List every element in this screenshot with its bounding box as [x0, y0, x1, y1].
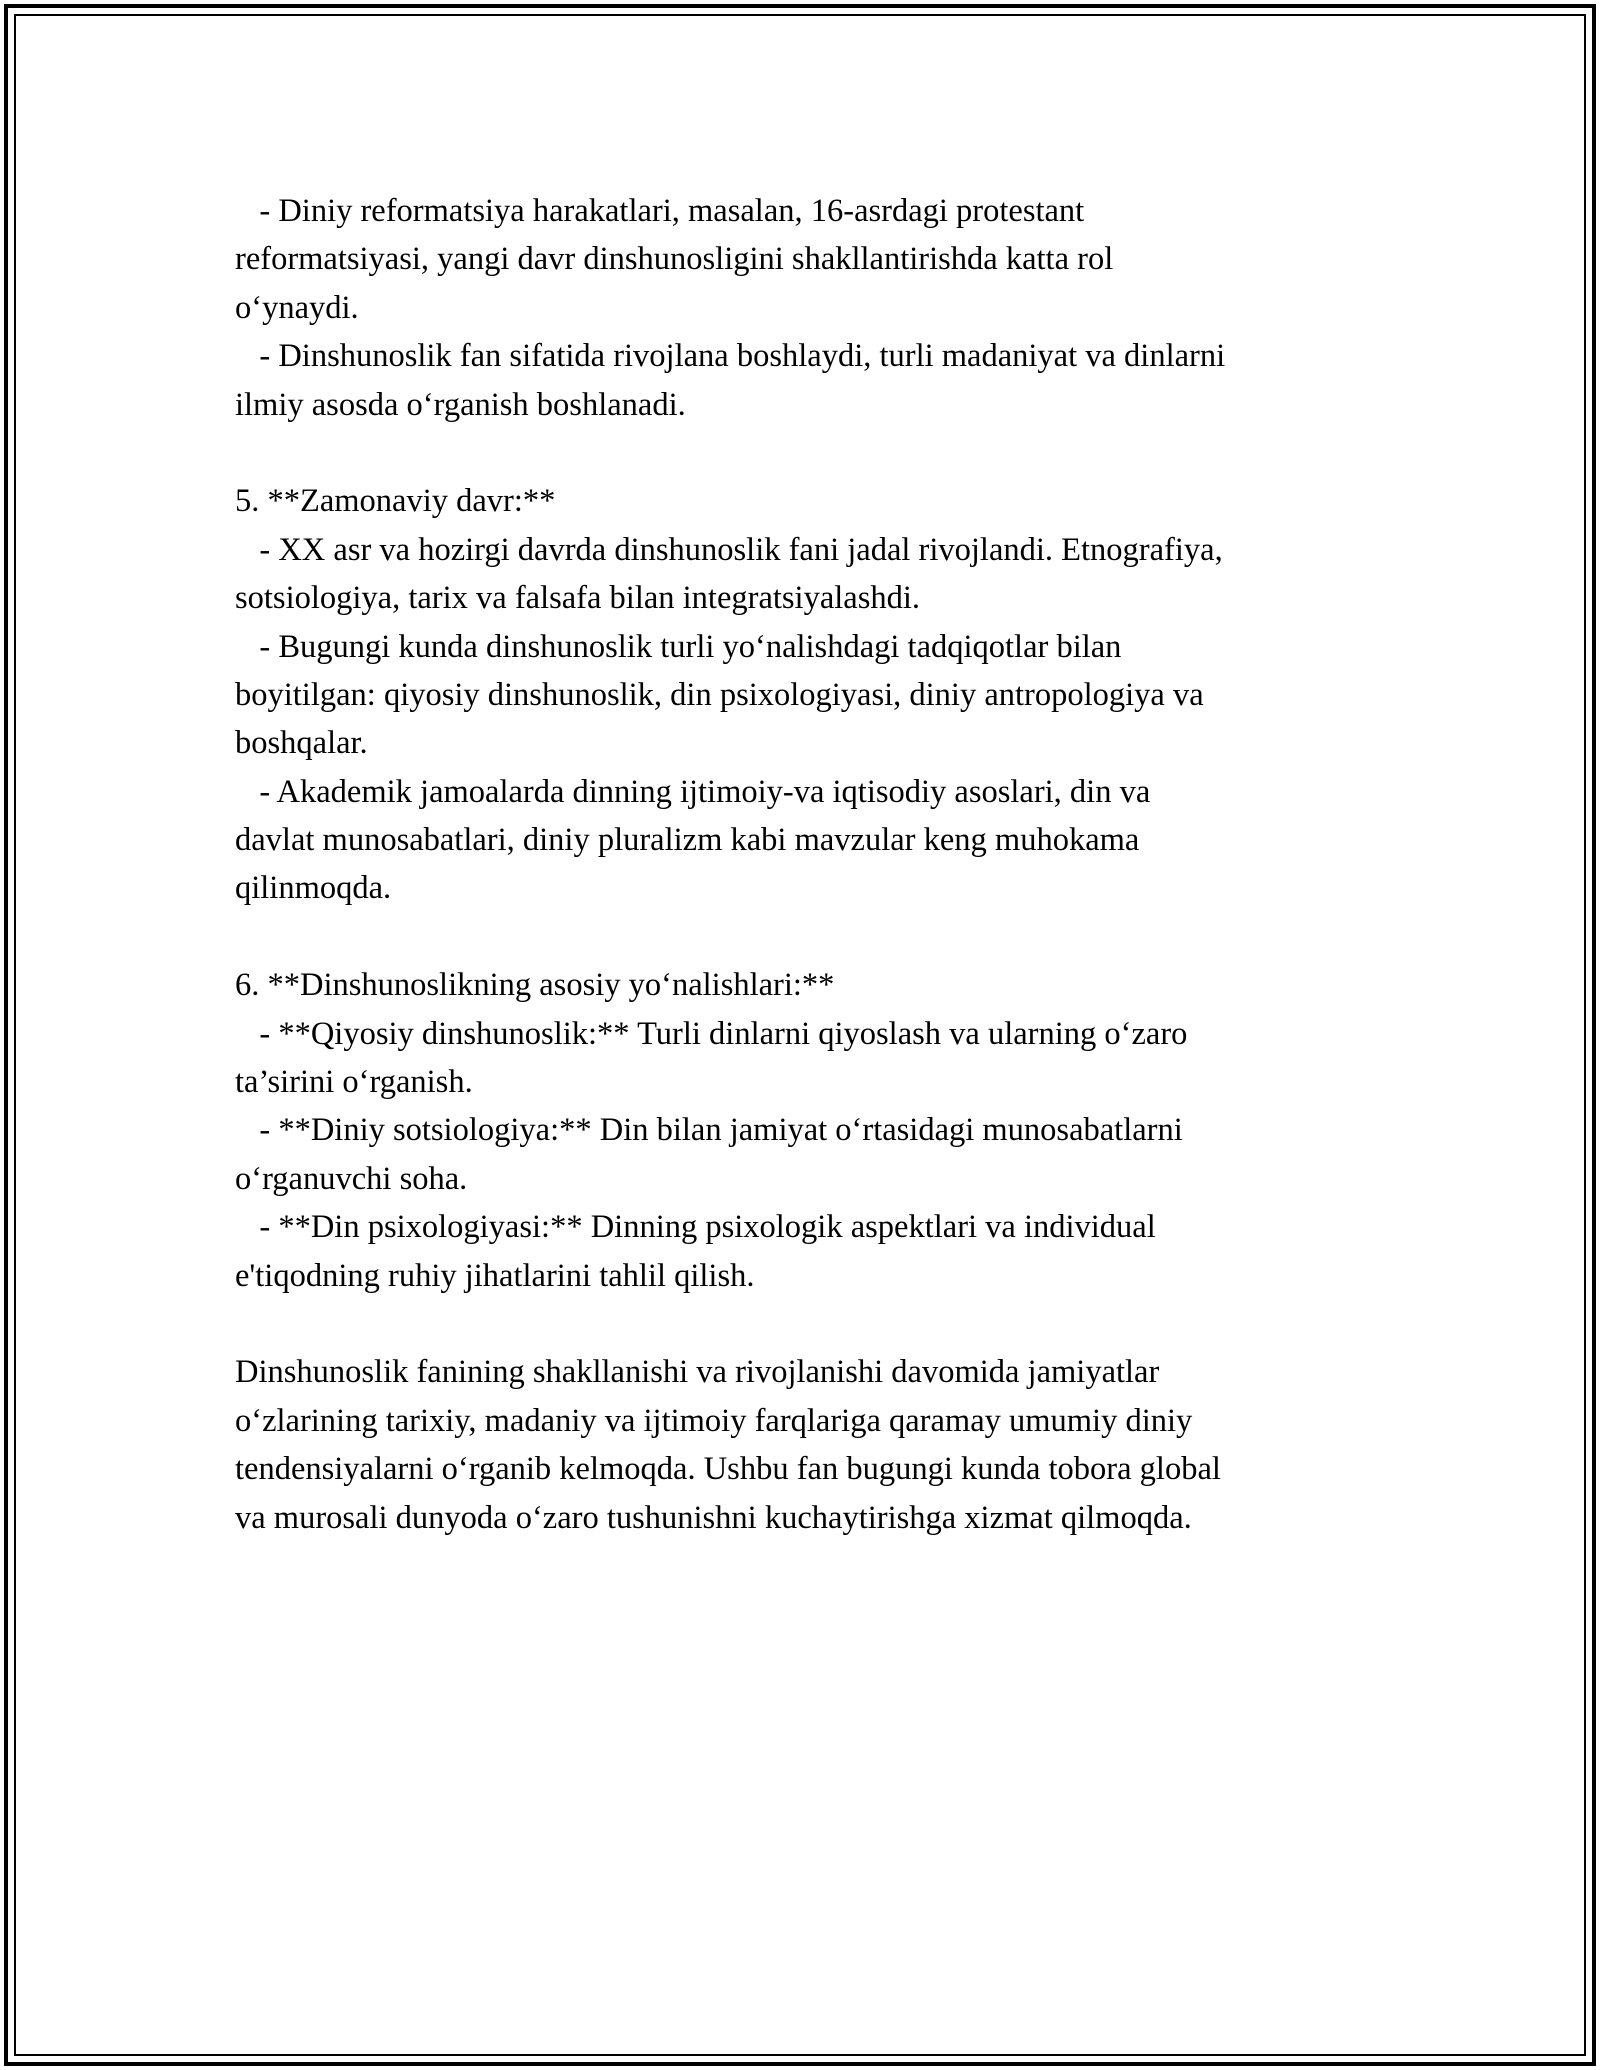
- document-body: [235, 187, 1365, 1542]
- text-line: boshqalar.: [235, 725, 368, 762]
- section-heading: 5. **Zamonaviy davr:**: [235, 483, 556, 520]
- text-line: boyitilgan: qiyosiy dinshunoslik, din psixologiyasi, diniy antropologiya va: [235, 676, 1204, 713]
- conclusion-line: o‘zlarining tarixiy, madaniy va ijtimoiy farqlariga qaramay umumiy diniy: [235, 1402, 1193, 1439]
- text-line: - XX asr va hozirgi davrda dinshunoslik fani jadal rivojlandi. Etnografiya,: [235, 531, 1223, 568]
- text-line: - **Diniy sotsiologiya:** Din bilan jamiyat o‘rtasidagi munosabatlarni: [235, 1112, 1183, 1149]
- blank-line: [235, 1300, 1365, 1348]
- text-line: o‘rganuvchi soha.: [235, 1160, 468, 1197]
- text-line: - **Din psixologiyasi:** Dinning psixologik aspektlari va individual: [235, 1209, 1156, 1246]
- conclusion-line: tendensiyalarni o‘rganib kelmoqda. Ushbu fan bugungi kunda tobora global: [235, 1451, 1221, 1488]
- section-heading: 6. **Dinshunoslikning asosiy yo‘nalishlari:**: [235, 967, 835, 1004]
- text-line: - Diniy reformatsiya harakatlari, masalan, 16-asrdagi protestant: [235, 193, 1085, 229]
- conclusion-line: Dinshunoslik fanining shakllanishi va rivojlanishi davomida jamiyatlar: [235, 1354, 1160, 1391]
- conclusion-line: va murosali dunyoda o‘zaro tushunishni kuchaytirishga xizmat qilmoqda.: [235, 1499, 1192, 1536]
- text-line: davlat munosabatlari, diniy pluralizm kabi mavzular keng muhokama: [235, 822, 1140, 859]
- text-line: - Bugungi kunda dinshunoslik turli yo‘nalishdagi tadqiqotlar bilan: [235, 628, 1122, 665]
- blank-line: [235, 913, 1365, 961]
- text-line: - Dinshunoslik fan sifatida rivojlana boshlaydi, turli madaniyat va dinlarni: [235, 338, 1226, 375]
- blank-line: [235, 429, 1365, 477]
- text-line: - Akademik jamoalarda dinning ijtimoiy-va iqtisodiy asoslari, din va: [235, 773, 1151, 810]
- text-line: sotsiologiya, tarix va falsafa bilan integratsiyalashdi.: [235, 580, 921, 617]
- text-line: - **Qiyosiy dinshunoslik:** Turli dinlarni qiyoslash va ularning o‘zaro: [235, 1015, 1188, 1052]
- text-line: e'tiqodning ruhiy jihatlarini tahlil qilish.: [235, 1257, 755, 1294]
- text-line: reformatsiyasi, yangi davr dinshunosligini shakllantirishda katta rol: [235, 241, 1114, 278]
- text-line: ta’sirini o‘rganish.: [235, 1064, 473, 1101]
- text-line: ilmiy asosda o‘rganish boshlanadi.: [235, 386, 686, 423]
- text-line: o‘ynaydi.: [235, 289, 359, 326]
- text-line: qilinmoqda.: [235, 870, 392, 907]
